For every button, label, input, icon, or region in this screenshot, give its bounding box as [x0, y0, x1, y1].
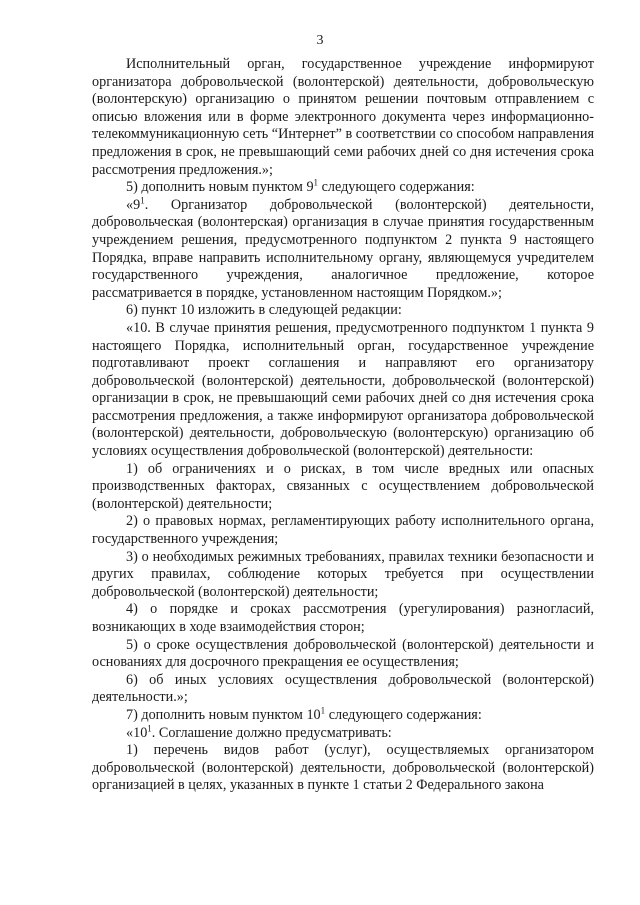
paragraph-text: 1) об ограничениях и о рисках, в том числе вредных или опасных производственных факторах, связанных с осуществлением добровольческой (волонтерской) деятельности;	[92, 460, 594, 512]
paragraph-text: 7) дополнить новым пунктом 10	[126, 706, 321, 723]
paragraph-text-continued: следующего содержания:	[325, 706, 482, 723]
superscript: 1	[320, 705, 326, 716]
paragraph	[92, 549, 594, 602]
superscript: 1	[147, 722, 152, 733]
paragraph-text: 6) об иных условиях осуществления добровольческой (волонтерской) деятельности.»;	[92, 671, 594, 706]
paragraph-text-continued: . Соглашение должно предусматривать:	[151, 724, 392, 741]
paragraph-text: «10. В случае принятия решения, предусмотренного подпунктом 1 пункта 9 настоящего Порядка, исполнительный орган, государственное учреждение подготавливают проект соглашения и направляют его организатору добровольческой (волонтерской) деятельности, добровольческой (волонтерской) организации в срок, не превышающий семи рабочих дней со дня истечения срока рассмотрения предложения, а также информируют организатора добровольческой (волонтерской) деятельности, добровольческую (волонтерскую) организацию об условиях осуществления добровольческой (волонтерской) деятельности:	[92, 319, 594, 460]
paragraph	[92, 672, 594, 707]
paragraph-text: «9	[126, 196, 141, 213]
paragraph	[92, 56, 594, 179]
paragraph	[92, 461, 594, 514]
paragraph	[92, 707, 594, 725]
paragraph	[92, 197, 594, 303]
paragraph	[92, 179, 594, 197]
paragraph	[92, 722, 594, 743]
paragraph-text-continued: следующего содержания:	[318, 179, 475, 196]
paragraph-text: Исполнительный орган, государственное учреждение информируют организатора добровольческой (волонтерской) деятельности, добровольческую (волонтерскую) организацию о принятом решении почтовым отправлением с описью вложения или в форме электронного документа через информационно-телекоммуникационную сеть “Интернет” в соответствии со способом направления предложения в срок, не превышающий семи рабочих дней со дня истечения срока рассмотрения предложения.»;	[92, 56, 594, 178]
paragraph	[92, 302, 594, 320]
superscript: 1	[313, 177, 319, 188]
paragraph-text-continued: . Организатор добровольческой (волонтерской) деятельности, добровольческая (волонтерская) организация в случае принятия государственным учреждением решения, предусмотренного подпунктом 2 пункта 9 настоящего Порядка, вправе направить исполнительному органу, являющемуся учредителем государственного учреждения, аналогичное предложение, которое рассматривается в порядке, установленном настоящим Порядком.»;	[92, 196, 594, 301]
paragraph	[92, 513, 594, 548]
page-number: 3	[316, 33, 324, 48]
superscript: 1	[140, 195, 145, 206]
paragraph	[92, 601, 594, 636]
paragraph-text: 6) пункт 10 изложить в следующей редакции:	[126, 302, 402, 319]
paragraph	[92, 742, 594, 795]
paragraph-text: 5) о сроке осуществления добровольческой (волонтерской) деятельности и основаниях для досрочного прекращения ее осуществления;	[92, 636, 594, 671]
paragraph-text: 3) о необходимых режимных требованиях, правилах техники безопасности и других правилах, соблюдение которых требуется при осуществлении добровольческой (волонтерской) деятельности;	[92, 548, 594, 600]
paragraph-text: 2) о правовых нормах, регламентирующих работу исполнительного органа, государственного учреждения;	[92, 513, 594, 548]
paragraph-text: 5) дополнить новым пунктом 9	[126, 179, 314, 196]
paragraph-text: «10	[126, 724, 148, 741]
paragraph	[92, 637, 594, 672]
paragraph	[92, 320, 594, 461]
paragraph-text: 1) перечень видов работ (услуг), осуществляемых организатором добровольческой (волонтерской) деятельности, добровольческой (волонтерской) организацией в целях, указанных в пункте 1 статьи 2 Федерального закона	[92, 742, 594, 794]
paragraph-text: 4) о порядке и сроках рассмотрения (урегулирования) разногласий, возникающих в ходе взаимодействия сторон;	[92, 601, 594, 635]
document-body	[92, 56, 594, 795]
